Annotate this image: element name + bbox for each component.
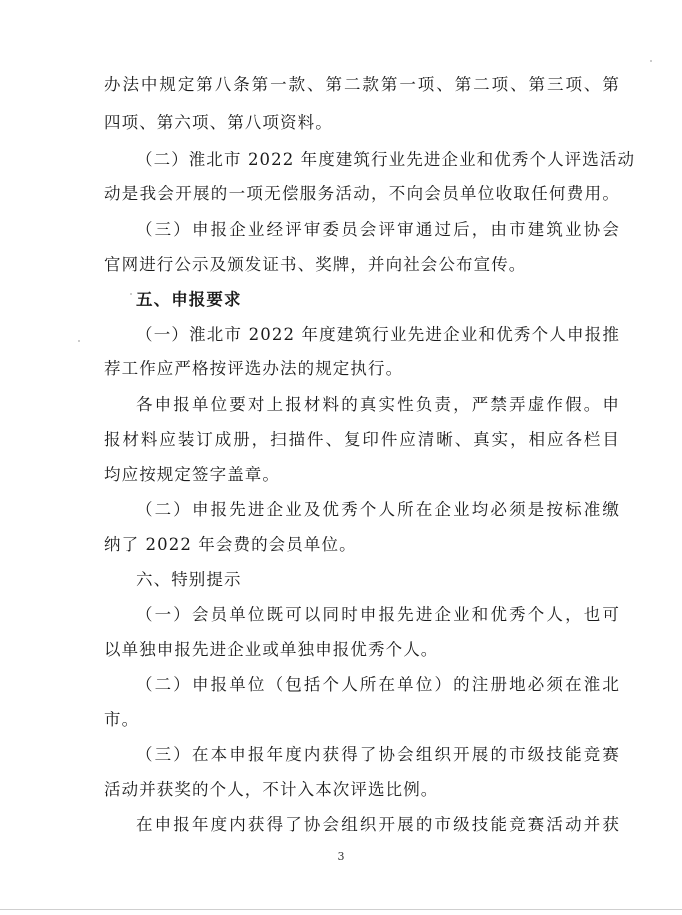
scan-edge	[0, 909, 682, 910]
text-line: （二）申报单位（包括个人所在单位）的注册地必须在淮北	[136, 675, 620, 694]
text-line: （三）在本申报年度内获得了协会组织开展的市级技能竞赛	[136, 745, 620, 764]
text-line: （一）淮北市 2022 年度建筑行业先进企业和优秀个人申报推	[136, 325, 620, 344]
text-line: （二）申报先进企业及优秀个人所在企业均必须是按标准缴	[136, 500, 620, 519]
text-line: 各申报单位要对上报材料的真实性负责，严禁弄虚作假。申	[136, 395, 620, 414]
text-line: 办法中规定第八条第一款、第二款第一项、第二项、第三项、第	[104, 75, 620, 94]
section-heading: 六、特别提示	[136, 570, 242, 589]
text-line: 活动并获奖的个人，不计入本次评选比例。	[104, 780, 439, 799]
text-line: 官网进行公示及颁发证书、奖牌，并向社会公布宣传。	[104, 255, 527, 274]
text-line: （一）会员单位既可以同时申报先进企业和优秀个人，也可	[136, 605, 620, 624]
text-line: 在申报年度内获得了协会组织开展的市级技能竞赛活动并获	[136, 815, 620, 834]
text-line: 四项、第六项、第八项资料。	[104, 113, 333, 132]
text-line: 均应按规定签字盖章。	[104, 465, 280, 484]
section-heading: 五、申报要求	[136, 290, 242, 309]
scan-speck	[130, 293, 132, 295]
text-line: 纳了 2022 年会费的会员单位。	[104, 535, 357, 554]
text-line: 市。	[104, 710, 140, 729]
text-line: 报材料应装订成册，扫描件、复印件应清晰、真实，相应各栏目	[104, 430, 620, 449]
text-line: 动是我会开展的一项无偿服务活动，不向会员单位收取任何费用。	[104, 184, 620, 203]
text-line: 以单独申报先进企业或单独申报优秀个人。	[104, 640, 439, 659]
text-line: （二）淮北市 2022 年度建筑行业先进企业和优秀个人评选活动	[136, 150, 636, 169]
page-number: 3	[337, 850, 345, 863]
scan-speck	[650, 60, 652, 62]
scan-speck	[78, 340, 80, 342]
text-line: 荐工作应严格按评选办法的规定执行。	[104, 359, 404, 378]
text-line: （三）申报企业经评审委员会评审通过后，由市建筑业协会	[136, 220, 620, 239]
